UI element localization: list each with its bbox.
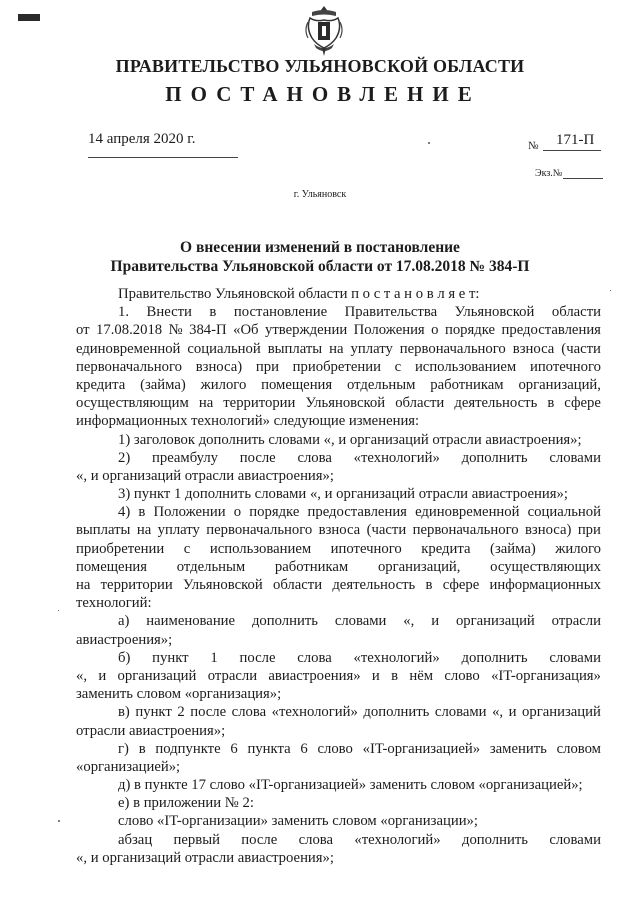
body-word: единовременной [415, 504, 520, 521]
body-word: наименование [146, 613, 236, 630]
body-word: словами [334, 613, 387, 630]
scan-speck [58, 820, 60, 822]
body-word: после [239, 449, 276, 466]
body-word: слова [297, 449, 332, 466]
body-word: слово [444, 667, 480, 684]
body-word: кредита [76, 376, 126, 393]
body-word: выплаты [76, 522, 131, 539]
body-word: сфере [564, 395, 601, 412]
body-word: «IT-организацией» [362, 740, 481, 757]
body-word: приобретении [76, 540, 165, 557]
body-word: дополнить [363, 704, 430, 721]
body-line: е) в приложении № 2: [118, 795, 254, 812]
body-line [76, 667, 601, 685]
body-word: г) [118, 740, 129, 757]
body-word: словами [549, 449, 601, 466]
body-line: «организацией»; [76, 758, 181, 775]
city: г. Ульяновск [293, 189, 347, 200]
body-word: «, [76, 667, 88, 684]
body-word: территории [100, 577, 173, 593]
body-line [76, 376, 601, 394]
corner-mark [18, 14, 40, 21]
body-word: первоначального [399, 340, 506, 357]
body-word: «Об [233, 322, 259, 339]
document-date: 14 апреля 2020 г. [88, 131, 196, 147]
body-word: ипотечного [529, 358, 601, 375]
body-word: «, [492, 704, 504, 721]
body-line [76, 303, 601, 321]
body-word: в [425, 577, 433, 593]
body-word: и [371, 667, 380, 684]
body-word: первоначального [76, 358, 182, 375]
body-word: о [233, 504, 242, 521]
body-word: 1 [210, 649, 218, 666]
body-word: отрасли [551, 613, 601, 630]
body-word: на [198, 395, 214, 412]
scan-speck [610, 290, 611, 291]
number-sign: № [528, 140, 539, 152]
body-word: Положения [353, 322, 425, 339]
document-type: ПОСТАНОВЛЕНИЕ [165, 82, 481, 106]
body-word: осуществляющих [490, 558, 601, 575]
body-word: первоначального [412, 522, 519, 539]
body-word: о [431, 322, 439, 339]
body-word: дополнить [461, 831, 528, 848]
body-word: в) [118, 704, 130, 721]
body-word: единовременной [76, 340, 181, 357]
body-word: нём [409, 667, 434, 684]
heading-line-2: Правительства Ульяновской области от 17.08.2018 № 384-П [110, 258, 530, 275]
body-word: организаций [522, 704, 601, 721]
body-word: и [508, 704, 517, 721]
body-word: авиастроения» [268, 667, 361, 684]
body-word: организаций [117, 667, 197, 684]
body-word: работникам [430, 376, 504, 393]
government-title: ПРАВИТЕЛЬСТВО УЛЬЯНОВСКОЙ ОБЛАСТИ [115, 56, 525, 76]
body-word: пункт [152, 649, 189, 666]
body-word: взноса) [195, 358, 243, 375]
body-word: (займа) [490, 540, 536, 557]
body-line [76, 503, 601, 521]
body-word: на [329, 340, 344, 357]
body-word: с [183, 540, 191, 557]
body-line [76, 558, 601, 576]
body-word: взноса [512, 340, 555, 357]
body-word: (части [366, 522, 407, 539]
body-word: слова [297, 649, 332, 666]
body-word: деятельность [332, 577, 416, 593]
body-word: «технологий» [354, 831, 441, 848]
body-word: «технологий» [353, 649, 440, 666]
body-word: взноса) [524, 522, 572, 539]
body-word: Положении [153, 504, 226, 521]
number-underline [543, 150, 601, 151]
body-line: 3) пункт 1 дополнить словами «, и организаций отрасли авиастроения»; [118, 486, 568, 503]
body-line [76, 358, 601, 376]
body-word: в [138, 504, 146, 521]
body-word: при [577, 522, 601, 539]
body-word: после [239, 649, 276, 666]
body-word: организаций [455, 613, 535, 630]
body-word: 6 [300, 740, 308, 757]
body-word: от [76, 322, 90, 339]
body-word: помещения [76, 558, 148, 575]
body-word: «технологий» [353, 449, 440, 466]
body-line: отрасли авиастроения»; [76, 722, 226, 739]
body-line: заменить словом «организация»; [76, 686, 282, 703]
heading-line-1: О внесении изменений в постановление [180, 239, 460, 256]
body-line: технологий: [76, 595, 152, 612]
body-word: приобретении [292, 358, 381, 375]
body-word: 4) [118, 504, 131, 521]
body-word: после [241, 831, 278, 848]
body-word: отрасли [207, 667, 258, 684]
body-word: деятельность [454, 395, 538, 412]
body-word: порядке [249, 504, 300, 521]
body-word: 2) [118, 449, 131, 466]
body-word: словом [556, 740, 601, 757]
body-word: (займа) [140, 376, 186, 393]
body-word: словами [434, 704, 487, 721]
document-heading [0, 238, 640, 276]
body-word: на [76, 577, 91, 593]
body-word: области [395, 395, 445, 412]
body-line [76, 576, 601, 594]
body-word: словами [549, 649, 601, 666]
body-word: в [209, 304, 217, 321]
body-word: уплату [157, 522, 200, 539]
body-word: Правительства [344, 304, 438, 321]
body-word: 2 [177, 704, 185, 721]
body-line [76, 340, 601, 358]
scan-speck [58, 610, 59, 611]
body-line [76, 321, 601, 339]
document-number: 171-П [556, 132, 595, 148]
body-word: дополнить [461, 649, 528, 666]
body-word: организаций, [518, 376, 601, 393]
body-word: словами [549, 831, 601, 848]
body-word: социальной [187, 340, 261, 357]
body-word: 17.08.2018 [96, 322, 163, 339]
body-line [76, 394, 601, 412]
body-word: заменить [489, 740, 547, 757]
body-word: использованием [209, 540, 312, 557]
body-word: преамбулу [152, 449, 218, 466]
body-word: организаций, [377, 558, 461, 575]
body-word: и [98, 667, 107, 684]
body-line [76, 740, 601, 758]
body-word: сфере [442, 577, 480, 593]
body-word: дополнить [251, 613, 318, 630]
coat-of-arms-icon [304, 4, 344, 58]
body-word: (части [561, 340, 601, 357]
body-line [76, 540, 601, 558]
copy-underline [563, 178, 603, 179]
body-word: отдельным [176, 558, 246, 575]
body-word: предоставления [501, 322, 601, 339]
body-word: Ульяновской [305, 395, 386, 412]
body-word: области [272, 577, 323, 593]
body-line: информационных технологий» следующие изменения: [76, 413, 420, 430]
body-line: слово «IT-организации» заменить словом «организации»; [118, 813, 478, 830]
body-word: и [431, 613, 440, 630]
body-word: работникам [274, 558, 349, 575]
copy-label: Экз.№ [535, 168, 563, 179]
body-word: ипотечного [330, 540, 402, 557]
body-word: предоставления [307, 504, 407, 521]
body-word: абзац [118, 831, 153, 848]
body-word: 1. [118, 304, 130, 321]
body-word: на [136, 522, 152, 539]
body-word: слово [317, 740, 353, 757]
body-word: слова [298, 831, 334, 848]
document-body [76, 285, 601, 867]
body-line [76, 703, 601, 721]
body-word: выплаты [267, 340, 323, 357]
body-word: кредита [421, 540, 471, 557]
body-word: дополнить [461, 449, 528, 466]
body-line: д) в пункте 17 слово «IT-организацией» заменить словом «организацией»; [118, 777, 583, 794]
body-word: первый [173, 831, 220, 848]
body-word: использованием [414, 358, 517, 375]
body-word: в [391, 667, 399, 684]
body-word: Внести [146, 304, 192, 321]
body-word: жилого [555, 540, 601, 557]
body-word: при [255, 358, 279, 375]
body-word: в [138, 740, 146, 757]
body-word: пункт [135, 704, 172, 721]
body-word: б) [118, 649, 131, 666]
body-word: 6 [230, 740, 238, 757]
body-word: жилого [200, 376, 247, 393]
body-word: Ульяновской [454, 304, 535, 321]
body-word: слова [231, 704, 267, 721]
body-word: «IT-организация» [491, 667, 601, 684]
body-word: «, [403, 613, 415, 630]
body-line [76, 612, 601, 630]
body-word: пункта [247, 740, 291, 757]
body-word: порядке [444, 322, 496, 339]
body-word: территории [223, 395, 296, 412]
body-word: уплату [350, 340, 393, 357]
body-line [76, 449, 601, 467]
body-line: 1) заголовок дополнить словами «, и организаций отрасли авиастроения»; [118, 431, 582, 448]
body-word: а) [118, 613, 130, 630]
body-word: 384-П [189, 322, 227, 339]
body-line: Правительство Ульяновской области п о с т а н о в л я е т: [118, 286, 480, 302]
body-word: отдельным [347, 376, 416, 393]
body-word: с [394, 358, 402, 375]
body-word: информационных [489, 577, 601, 593]
body-word: постановление [233, 304, 328, 321]
body-word: № [168, 322, 183, 339]
body-word: в [547, 395, 555, 412]
body-line [76, 649, 601, 667]
body-word: помещения [261, 376, 333, 393]
body-word: социальной [527, 504, 601, 521]
body-word: после [190, 704, 227, 721]
body-line [76, 521, 601, 539]
body-word: взноса [318, 522, 361, 539]
body-line: «, и организаций отрасли авиастроения»; [76, 849, 334, 866]
date-underline [88, 157, 238, 158]
body-word: осуществляющим [76, 395, 189, 412]
body-line [76, 831, 601, 849]
body-word: области [551, 304, 601, 321]
body-line: «, и организаций отрасли авиастроения»; [76, 467, 334, 484]
body-word: подпункте [155, 740, 221, 757]
body-word: Ульяновской [183, 577, 263, 593]
body-word: «технологий» [271, 704, 358, 721]
scan-speck [428, 142, 430, 144]
body-word: первоначального [206, 522, 313, 539]
body-line: авиастроения»; [76, 631, 173, 648]
body-word: утверждении [265, 322, 348, 339]
